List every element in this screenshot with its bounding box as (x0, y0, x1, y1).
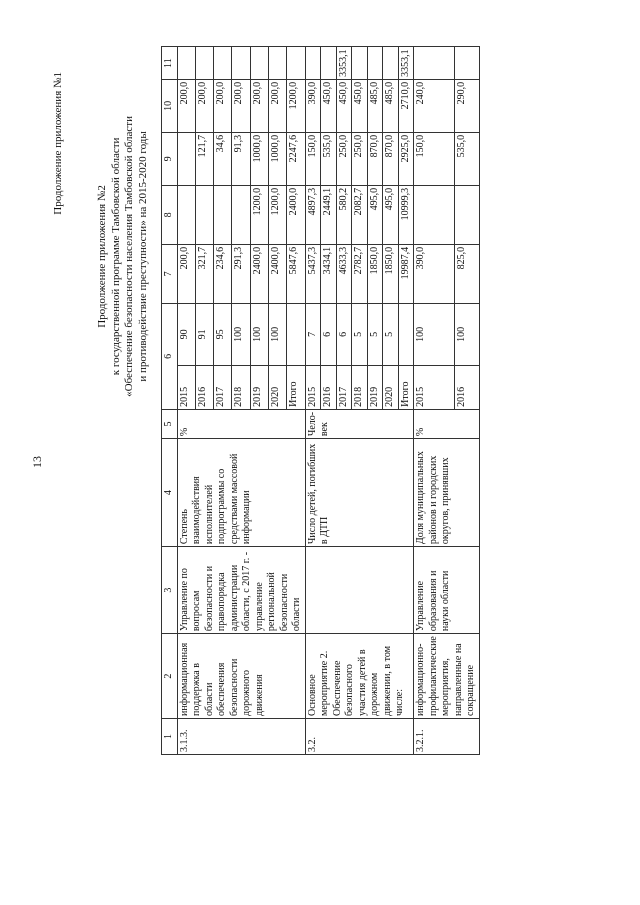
year-cell: 2016 (195, 365, 213, 409)
funding-col-10: 240,0 (414, 79, 455, 132)
item-unit: % (177, 409, 305, 438)
funding-col-9: 1000,0 (268, 132, 286, 185)
funding-col-11: 3353,1 (398, 47, 414, 80)
year-cell: 2017 (214, 365, 232, 409)
year-cell: 2016 (321, 365, 337, 409)
funding-col-10: 200,0 (268, 79, 286, 132)
year-cell: Итого (398, 365, 414, 409)
funding-col-9: 121,7 (195, 132, 213, 185)
funding-col-8: 4897,3 (305, 185, 321, 244)
item-name: Основное мероприятие 2. Обеспечение безопасного участия детей в дорожном движении, в том числе: (305, 634, 414, 719)
funding-col-9: 150,0 (414, 132, 455, 185)
funding-total: 321,7 (195, 244, 213, 303)
year-cell: 2020 (383, 365, 399, 409)
funding-col-11: 3353,1 (336, 47, 352, 80)
funding-total: 5847,6 (287, 244, 305, 303)
funding-col-9: 870,0 (367, 132, 383, 185)
indicator-value (287, 303, 305, 365)
item-unit: % (414, 409, 480, 438)
funding-col-9: 91,3 (232, 132, 250, 185)
page-number: 13 (30, 456, 44, 468)
item-indicator: Число детей, погибших в ДТП (305, 439, 414, 547)
funding-col-10: 200,0 (177, 79, 195, 132)
funding-col-10: 200,0 (232, 79, 250, 132)
year-cell: 2018 (232, 365, 250, 409)
funding-col-11 (352, 47, 368, 80)
funding-col-10: 200,0 (250, 79, 268, 132)
funding-col-9: 2247,6 (287, 132, 305, 185)
funding-col-8 (195, 185, 213, 244)
funding-total: 5437,3 (305, 244, 321, 303)
funding-col-9: 34,6 (214, 132, 232, 185)
indicator-value: 91 (195, 303, 213, 365)
funding-col-8 (214, 185, 232, 244)
funding-col-9: 535,0 (454, 132, 479, 185)
indicator-value: 5 (367, 303, 383, 365)
funding-col-11 (195, 47, 213, 80)
year-cell: 2015 (305, 365, 321, 409)
funding-col-11 (177, 47, 195, 80)
year-cell: Итого (287, 365, 305, 409)
funding-total: 3434,1 (321, 244, 337, 303)
indicator-value: 95 (214, 303, 232, 365)
funding-col-11 (414, 47, 455, 80)
funding-total: 2782,7 (352, 244, 368, 303)
funding-col-8 (454, 185, 479, 244)
indicator-value: 6 (336, 303, 352, 365)
column-number-row (162, 47, 178, 755)
item-name: информационно-профилактические мероприятия, направленные на сокращение (414, 634, 480, 719)
indicator-value: 100 (268, 303, 286, 365)
item-executor: Управление по вопросам безопасности и правопорядка администрации области, с 2017 г. - управление региональной безопасности области (177, 547, 305, 634)
year-cell: 2015 (177, 365, 195, 409)
item-number: 3.1.3. (177, 719, 305, 755)
continuation-appendix-1: Продолжение приложения №1 (52, 72, 64, 215)
indicator-value: 7 (305, 303, 321, 365)
funding-col-9: 535,0 (321, 132, 337, 185)
funding-total: 390,0 (414, 244, 455, 303)
funding-col-10: 485,0 (367, 79, 383, 132)
header-line: Продолжение приложения №2 (96, 185, 108, 328)
indicator-value (398, 303, 414, 365)
funding-col-9: 1000,0 (250, 132, 268, 185)
year-cell: 2019 (367, 365, 383, 409)
funding-col-8: 580,2 (336, 185, 352, 244)
funding-col-11 (250, 47, 268, 80)
header-line: «Обеспечение безопасности населения Тамбовской области (123, 116, 135, 397)
funding-col-11 (287, 47, 305, 80)
funding-total: 200,0 (177, 244, 195, 303)
indicator-value: 5 (383, 303, 399, 365)
funding-col-10: 2710,0 (398, 79, 414, 132)
item-executor: Управление образования и науки области (414, 547, 480, 634)
funding-col-8: 1200,0 (268, 185, 286, 244)
table-row (414, 47, 455, 755)
column-number: 11 (162, 47, 178, 80)
funding-total: 2400,0 (250, 244, 268, 303)
column-number: 7 (162, 244, 178, 303)
indicator-value: 5 (352, 303, 368, 365)
funding-col-8: 10999,3 (398, 185, 414, 244)
indicator-value: 90 (177, 303, 195, 365)
indicator-value: 100 (250, 303, 268, 365)
funding-total: 19987,4 (398, 244, 414, 303)
funding-col-8: 2082,7 (352, 185, 368, 244)
funding-col-11 (268, 47, 286, 80)
funding-col-8: 495,0 (367, 185, 383, 244)
funding-col-9: 870,0 (383, 132, 399, 185)
funding-col-8: 495,0 (383, 185, 399, 244)
funding-col-10: 200,0 (214, 79, 232, 132)
funding-col-11 (214, 47, 232, 80)
funding-col-8 (414, 185, 455, 244)
item-executor (305, 547, 414, 634)
indicator-value: 6 (321, 303, 337, 365)
funding-total: 234,6 (214, 244, 232, 303)
year-cell: 2016 (454, 365, 479, 409)
table-row (177, 47, 195, 755)
header-line: и противодействие преступности» на 2015-2020 годы (136, 131, 149, 382)
funding-total: 291,3 (232, 244, 250, 303)
table-row (305, 47, 321, 755)
funding-col-10: 450,0 (352, 79, 368, 132)
row-group-3-2 (305, 47, 414, 755)
item-number: 3.2.1. (414, 719, 480, 755)
funding-total: 1850,0 (367, 244, 383, 303)
funding-col-8 (177, 185, 195, 244)
funding-col-8: 1200,0 (250, 185, 268, 244)
funding-col-11 (321, 47, 337, 80)
year-cell: 2018 (352, 365, 368, 409)
funding-col-9: 250,0 (352, 132, 368, 185)
funding-col-10: 450,0 (321, 79, 337, 132)
column-number: 2 (162, 634, 178, 719)
funding-col-11 (383, 47, 399, 80)
funding-total: 1850,0 (383, 244, 399, 303)
column-number: 1 (162, 719, 178, 755)
year-cell: 2015 (414, 365, 455, 409)
funding-col-11 (232, 47, 250, 80)
indicator-value: 100 (454, 303, 479, 365)
indicator-value: 100 (414, 303, 455, 365)
funding-col-11 (454, 47, 479, 80)
funding-total: 4633,3 (336, 244, 352, 303)
funding-col-10: 450,0 (336, 79, 352, 132)
item-indicator: Степень взаимодействия исполнителей подпрограммы со средствами массовой информации (177, 439, 305, 547)
funding-total: 825,0 (454, 244, 479, 303)
item-name: информационная поддержка в области обеспечения безопасности дорожного движения (177, 634, 305, 719)
item-indicator: Доля муниципальных районов и городских округов, принявших (414, 439, 480, 547)
funding-col-9: 250,0 (336, 132, 352, 185)
column-number: 8 (162, 185, 178, 244)
row-group-3-1-3 (177, 47, 305, 755)
column-number: 4 (162, 439, 178, 547)
appendix-header (96, 116, 150, 397)
indicator-value: 100 (232, 303, 250, 365)
funding-col-8 (232, 185, 250, 244)
funding-col-10: 200,0 (195, 79, 213, 132)
program-table (161, 46, 480, 755)
funding-col-9: 2925,0 (398, 132, 414, 185)
item-number: 3.2. (305, 719, 414, 755)
item-unit: Чело-век (305, 409, 414, 438)
funding-col-10: 290,0 (454, 79, 479, 132)
funding-col-11 (305, 47, 321, 80)
funding-col-8: 2400,0 (287, 185, 305, 244)
column-number: 9 (162, 132, 178, 185)
funding-col-10: 1200,0 (287, 79, 305, 132)
header-line: к государственной программе Тамбовской области (109, 137, 122, 376)
column-number: 3 (162, 547, 178, 634)
funding-col-10: 485,0 (383, 79, 399, 132)
row-group-3-2-1 (414, 47, 480, 755)
year-cell: 2017 (336, 365, 352, 409)
column-number: 5 (162, 409, 178, 438)
column-number: 10 (162, 79, 178, 132)
year-cell: 2019 (250, 365, 268, 409)
year-cell: 2020 (268, 365, 286, 409)
funding-col-8: 2449,1 (321, 185, 337, 244)
column-number: 6 (162, 303, 178, 409)
funding-total: 2400,0 (268, 244, 286, 303)
funding-col-9: 150,0 (305, 132, 321, 185)
funding-col-10: 390,0 (305, 79, 321, 132)
funding-col-11 (367, 47, 383, 80)
funding-col-9 (177, 132, 195, 185)
